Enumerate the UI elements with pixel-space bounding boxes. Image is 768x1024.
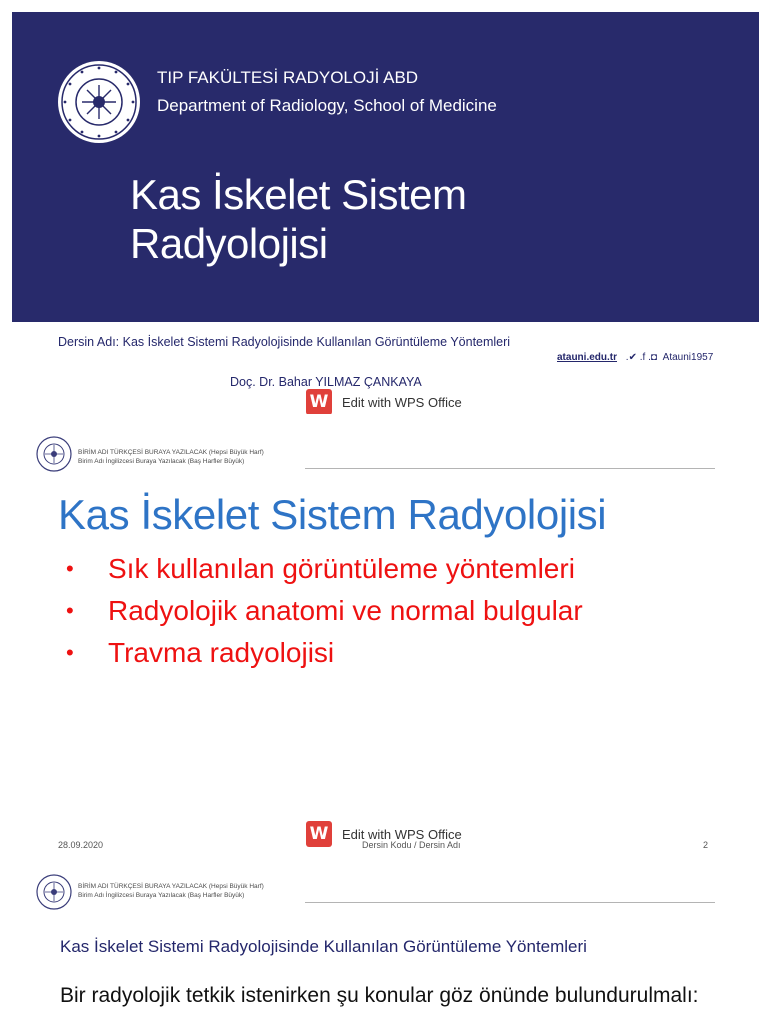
lecturer-name: Doç. Dr. Bahar YILMAZ ÇANKAYA bbox=[230, 375, 422, 389]
bullet-text: Travma radyolojisi bbox=[108, 637, 335, 668]
title-line-2: Radyolojisi bbox=[130, 220, 328, 267]
slide-1 bbox=[0, 0, 768, 414]
bullet-icon: • bbox=[66, 640, 74, 665]
title-banner bbox=[12, 12, 759, 322]
department-name-turkish: TIP FAKÜLTESİ RADYOLOJİ ABD bbox=[157, 68, 419, 87]
slide-title: Kas İskelet Sistemi Radyolojisinde Kullanılan Görüntüleme Yöntemleri bbox=[60, 937, 587, 956]
department-name-english: Department of Radiology, School of Medicine bbox=[157, 96, 497, 115]
header-divider bbox=[305, 902, 715, 903]
unit-header-turkish: BİRİM ADI TÜRKÇESİ BURAYA YAZILACAK (Hepsi Büyük Harf) bbox=[78, 883, 264, 890]
university-seal-icon bbox=[36, 874, 72, 910]
unit-header bbox=[78, 448, 264, 466]
wps-watermark-label: Edit with WPS Office bbox=[342, 826, 462, 842]
slide-title: Kas İskelet Sistem Radyolojisi bbox=[58, 491, 607, 538]
website-link[interactable]: atauni.edu.tr bbox=[557, 352, 618, 363]
list-item bbox=[66, 635, 583, 677]
slide-2 bbox=[0, 418, 768, 860]
bullet-text: Radyolojik anatomi ve normal bulgular bbox=[108, 595, 583, 626]
course-name: Dersin Adı: Kas İskelet Sistemi Radyolojisinde Kullanılan Görüntüleme Yöntemleri bbox=[58, 335, 511, 349]
unit-header bbox=[78, 882, 264, 900]
slide-3 bbox=[0, 864, 768, 1024]
header-divider bbox=[305, 468, 715, 469]
wps-watermark[interactable] bbox=[306, 821, 462, 847]
wps-watermark-label: Edit with WPS Office bbox=[342, 394, 462, 410]
university-seal-icon bbox=[36, 436, 72, 472]
bullet-icon: • bbox=[66, 598, 74, 623]
unit-header-english: Birim Adı İngilizcesi Buraya Yazılacak (Baş Harfler Büyük) bbox=[78, 458, 245, 465]
bullet-list bbox=[66, 551, 583, 677]
list-item bbox=[66, 593, 583, 635]
social-icons[interactable]: .✔ .f .◘ bbox=[625, 352, 657, 363]
presentation-title bbox=[130, 170, 690, 268]
slide-footer-course: Dersin Kodu / Dersin Adı bbox=[362, 840, 461, 850]
bullet-text: Sık kullanılan görüntüleme yöntemleri bbox=[108, 553, 575, 584]
university-links bbox=[557, 352, 713, 363]
wps-logo-icon: W bbox=[306, 389, 332, 414]
university-seal-icon bbox=[56, 59, 142, 145]
bullet-icon: • bbox=[66, 556, 74, 581]
page-number: 2 bbox=[703, 840, 709, 850]
social-handle: Atauni1957 bbox=[662, 352, 714, 363]
unit-header-english: Birim Adı İngilizcesi Buraya Yazılacak (Baş Harfler Büyük) bbox=[78, 892, 245, 899]
unit-header-turkish: BİRİM ADI TÜRKÇESİ BURAYA YAZILACAK (Hepsi Büyük Harf) bbox=[78, 449, 264, 456]
list-item bbox=[66, 551, 583, 593]
wps-logo-icon: W bbox=[306, 821, 332, 847]
wps-watermark[interactable] bbox=[306, 389, 462, 414]
slide-date: 28.09.2020 bbox=[58, 840, 104, 850]
title-line-1: Kas İskelet Sistem bbox=[130, 171, 467, 218]
slide-body-text: Bir radyolojik tetkik istenirken şu konular göz önünde bulundurulmalı: bbox=[60, 984, 699, 1007]
